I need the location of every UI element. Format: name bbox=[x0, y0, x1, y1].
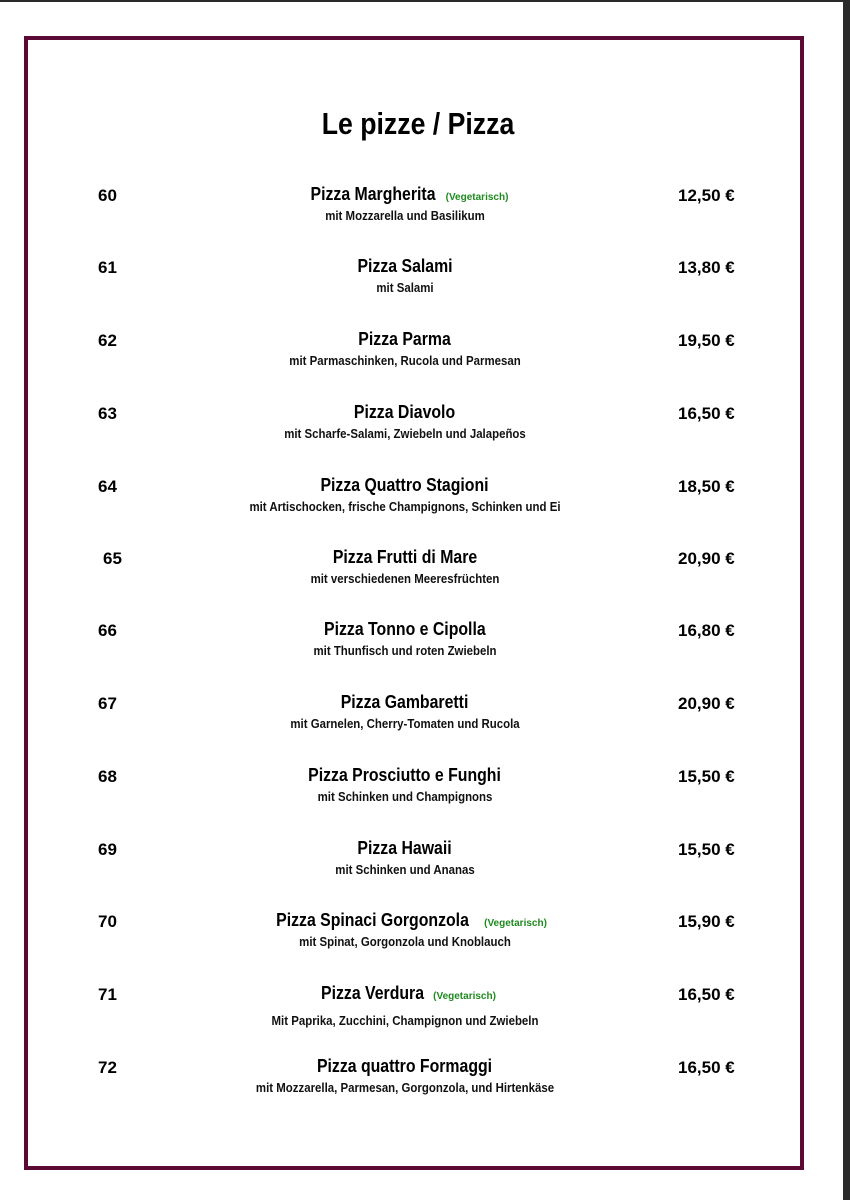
item-text bbox=[180, 838, 630, 877]
menu-item-67 bbox=[60, 694, 760, 744]
item-description: mit Thunfisch und roten Zwiebeln bbox=[313, 643, 497, 658]
item-text bbox=[180, 547, 630, 586]
item-text bbox=[180, 329, 630, 368]
item-text bbox=[180, 692, 630, 731]
item-text bbox=[180, 402, 630, 441]
item-description: Mit Paprika, Zucchini, Champignon und Zwiebeln bbox=[271, 1013, 539, 1028]
page-top-edge bbox=[0, 0, 850, 2]
item-number: 65 bbox=[103, 549, 122, 568]
item-description: mit Salami bbox=[376, 280, 434, 295]
item-text bbox=[180, 184, 630, 223]
item-text bbox=[180, 475, 630, 514]
item-name: Pizza Tonno e Cipolla bbox=[324, 619, 486, 639]
item-name: Pizza Verdura bbox=[321, 983, 425, 1003]
item-number: 68 bbox=[98, 767, 117, 786]
item-number: 67 bbox=[98, 694, 117, 713]
menu-item-66 bbox=[60, 621, 760, 671]
item-description: mit Artischocken, frische Champignons, Schinken und Ei bbox=[249, 499, 561, 514]
menu-item-61 bbox=[60, 258, 760, 308]
item-name: Pizza Spinaci Gorgonzola bbox=[276, 910, 469, 930]
item-price: 16,50 € bbox=[678, 404, 735, 423]
item-name: Pizza Margherita bbox=[310, 184, 436, 204]
item-name: Pizza Salami bbox=[357, 256, 453, 276]
item-price: 20,90 € bbox=[678, 549, 735, 568]
item-text bbox=[180, 910, 630, 949]
item-name: Pizza Quattro Stagioni bbox=[320, 475, 490, 495]
item-name: Pizza quattro Formaggi bbox=[317, 1056, 493, 1076]
item-text bbox=[180, 1056, 630, 1095]
menu-item-68 bbox=[60, 767, 760, 817]
item-description: mit Spinat, Gorgonzola und Knoblauch bbox=[299, 934, 511, 949]
menu-item-62 bbox=[60, 331, 760, 381]
item-price: 19,50 € bbox=[678, 331, 735, 350]
item-description: mit Schinken und Ananas bbox=[335, 862, 475, 877]
item-description: mit Garnelen, Cherry-Tomaten und Rucola bbox=[290, 716, 520, 731]
item-number: 64 bbox=[98, 477, 117, 496]
item-name: Pizza Frutti di Mare bbox=[332, 547, 478, 567]
item-number: 60 bbox=[98, 186, 117, 205]
item-description: mit Mozzarella, Parmesan, Gorgonzola, und Hirtenkäse bbox=[255, 1080, 555, 1095]
vegetarian-tag: (Vegetarisch) bbox=[484, 918, 547, 929]
page-title: Le pizze / Pizza bbox=[321, 106, 515, 141]
item-text bbox=[180, 765, 630, 804]
item-price: 15,90 € bbox=[678, 912, 735, 931]
item-number: 69 bbox=[98, 840, 117, 859]
item-number: 72 bbox=[98, 1058, 117, 1077]
menu-item-63 bbox=[60, 404, 760, 454]
item-price: 15,50 € bbox=[678, 840, 735, 859]
item-text bbox=[180, 983, 630, 1028]
item-number: 63 bbox=[98, 404, 117, 423]
item-description: mit Scharfe-Salami, Zwiebeln und Jalapeños bbox=[284, 426, 526, 441]
item-name: Pizza Gambaretti bbox=[341, 692, 469, 712]
item-description: mit Parmaschinken, Rucola und Parmesan bbox=[289, 353, 521, 368]
item-number: 66 bbox=[98, 621, 117, 640]
item-number: 71 bbox=[98, 985, 117, 1004]
item-price: 16,80 € bbox=[678, 621, 735, 640]
menu-item-64 bbox=[60, 477, 760, 527]
item-description: mit verschiedenen Meeresfrüchten bbox=[310, 571, 500, 586]
vegetarian-tag: (Vegetarisch) bbox=[445, 192, 509, 203]
item-name: Pizza Prosciutto e Funghi bbox=[308, 765, 502, 785]
item-price: 18,50 € bbox=[678, 477, 735, 496]
item-text bbox=[180, 256, 630, 295]
page-right-edge bbox=[843, 0, 850, 1200]
item-number: 62 bbox=[98, 331, 117, 350]
item-name: Pizza Hawaii bbox=[357, 838, 453, 858]
item-number: 61 bbox=[98, 258, 117, 277]
menu-item-70 bbox=[60, 912, 760, 962]
item-price: 20,90 € bbox=[678, 694, 735, 713]
item-price: 16,50 € bbox=[678, 985, 735, 1004]
menu-item-71 bbox=[60, 985, 760, 1035]
menu-item-60 bbox=[60, 186, 760, 236]
item-price: 13,80 € bbox=[678, 258, 735, 277]
item-number: 70 bbox=[98, 912, 117, 931]
item-price: 16,50 € bbox=[678, 1058, 735, 1077]
item-name: Pizza Diavolo bbox=[354, 402, 456, 422]
item-text bbox=[180, 619, 630, 658]
item-price: 12,50 € bbox=[678, 186, 735, 205]
item-name: Pizza Parma bbox=[358, 329, 452, 349]
menu-item-65 bbox=[60, 549, 760, 599]
menu-item-72 bbox=[60, 1058, 760, 1108]
item-description: mit Schinken und Champignons bbox=[317, 789, 493, 804]
item-price: 15,50 € bbox=[678, 767, 735, 786]
menu-item-69 bbox=[60, 840, 760, 890]
item-description: mit Mozzarella und Basilikum bbox=[325, 208, 485, 223]
vegetarian-tag: (Vegetarisch) bbox=[433, 991, 496, 1002]
